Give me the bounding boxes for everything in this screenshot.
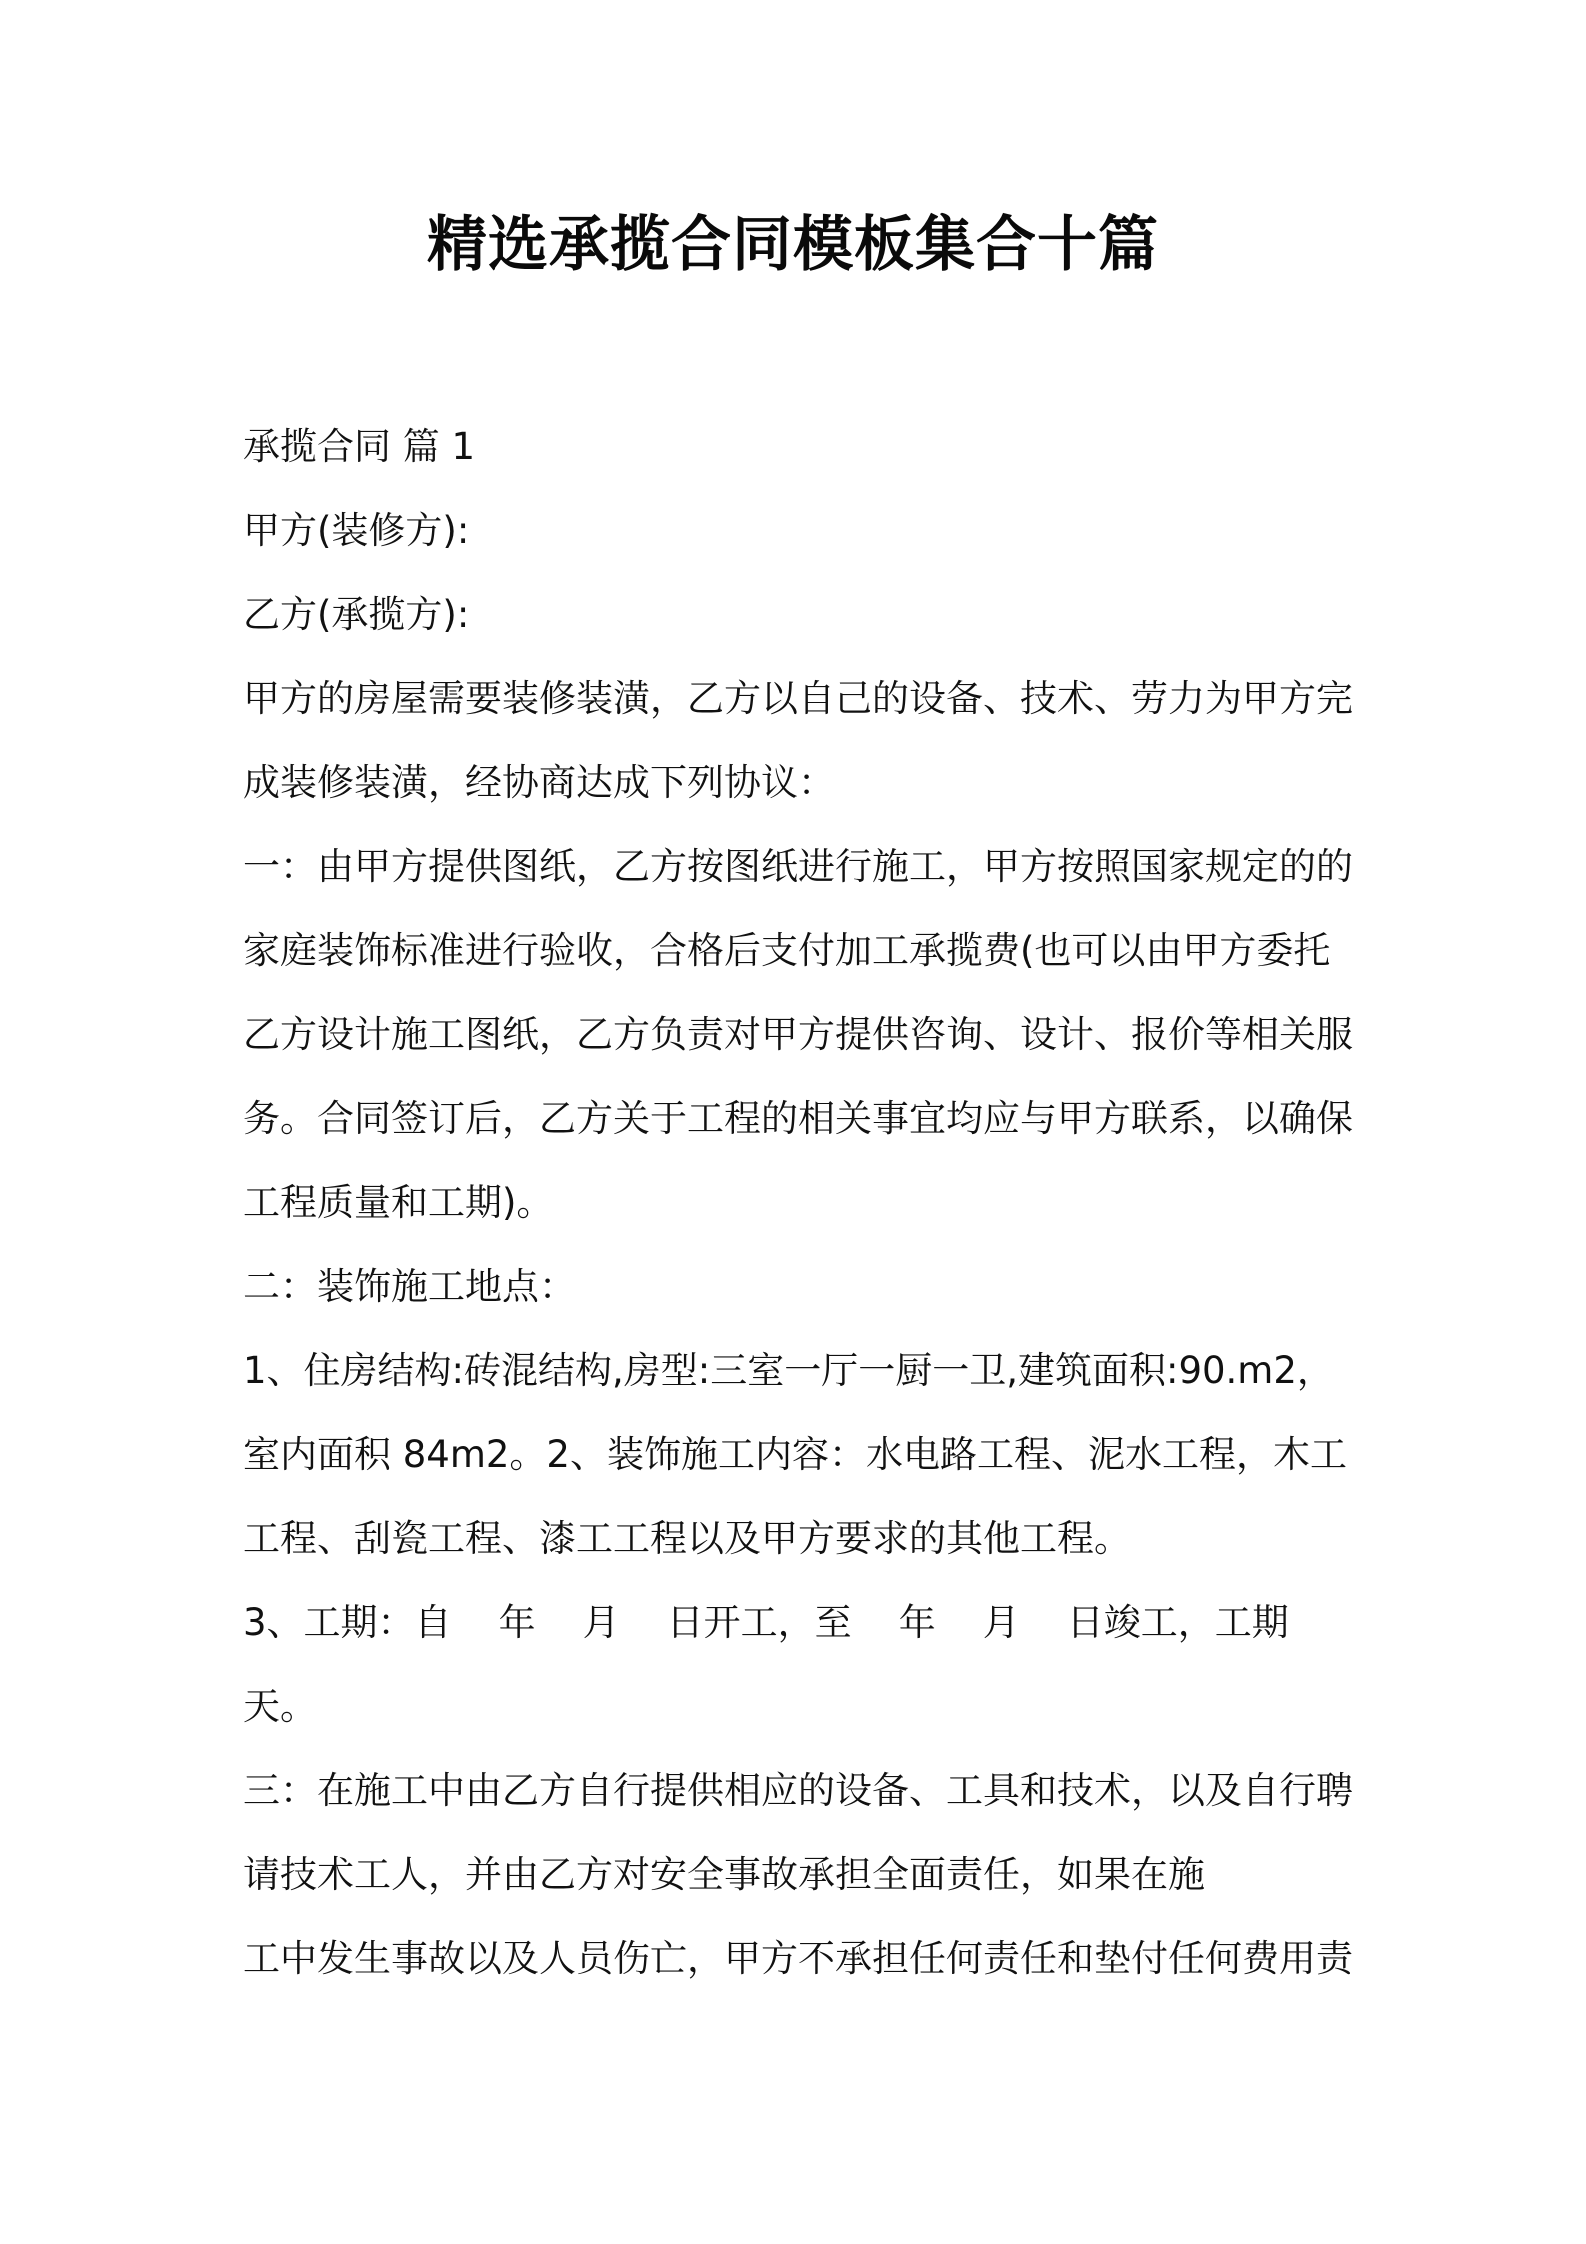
paragraph-line: 工中发生事故以及人员伤亡，甲方不承担任何责任和垫付任何费用责 <box>243 1937 1353 1980</box>
party-b-line: 乙方(承揽方): <box>243 593 470 636</box>
paragraph-line: 工程质量和工期)。 <box>243 1181 554 1224</box>
party-a-line: 甲方(装修方): <box>243 509 470 552</box>
paragraph-line: 室内面积 84m2。2、装饰施工内容：水电路工程、泥水工程，木工 <box>243 1433 1347 1476</box>
paragraph-line: 请技术工人，并由乙方对安全事故承担全面责任，如果在施 <box>243 1853 1205 1896</box>
paragraph-line: 家庭装饰标准进行验收，合格后支付加工承揽费(也可以由甲方委托 <box>243 929 1331 972</box>
paragraph-line: 二：装饰施工地点： <box>243 1265 576 1308</box>
paragraph-line: 务。合同签订后，乙方关于工程的相关事宜均应与甲方联系，以确保 <box>243 1097 1353 1140</box>
paragraph-line: 天。 <box>243 1685 317 1728</box>
paragraph-line: 工程、刮瓷工程、漆工工程以及甲方要求的其他工程。 <box>243 1517 1131 1560</box>
paragraph-line: 成装修装潢，经协商达成下列协议： <box>243 761 835 804</box>
paragraph-line: 甲方的房屋需要装修装潢，乙方以自己的设备、技术、劳力为甲方完 <box>243 677 1353 720</box>
paragraph-line: 乙方设计施工图纸，乙方负责对甲方提供咨询、设计、报价等相关服 <box>243 1013 1353 1056</box>
paragraph-line: 三：在施工中由乙方自行提供相应的设备、工具和技术，以及自行聘 <box>243 1769 1353 1812</box>
paragraph-line: 3、工期：自 年 月 日开工，至 年 月 日竣工，工期 <box>243 1601 1289 1644</box>
document-body <box>243 405 1363 2001</box>
document-title: 精选承揽合同模板集合十篇 <box>427 210 1159 280</box>
paragraph-line: 1、住房结构:砖混结构,房型:三室一厅一厨一卫,建筑面积:90.m2， <box>243 1349 1334 1392</box>
section-heading: 承揽合同 篇 1 <box>243 425 476 468</box>
paragraph-line: 一：由甲方提供图纸，乙方按图纸进行施工，甲方按照国家规定的的 <box>243 845 1353 888</box>
